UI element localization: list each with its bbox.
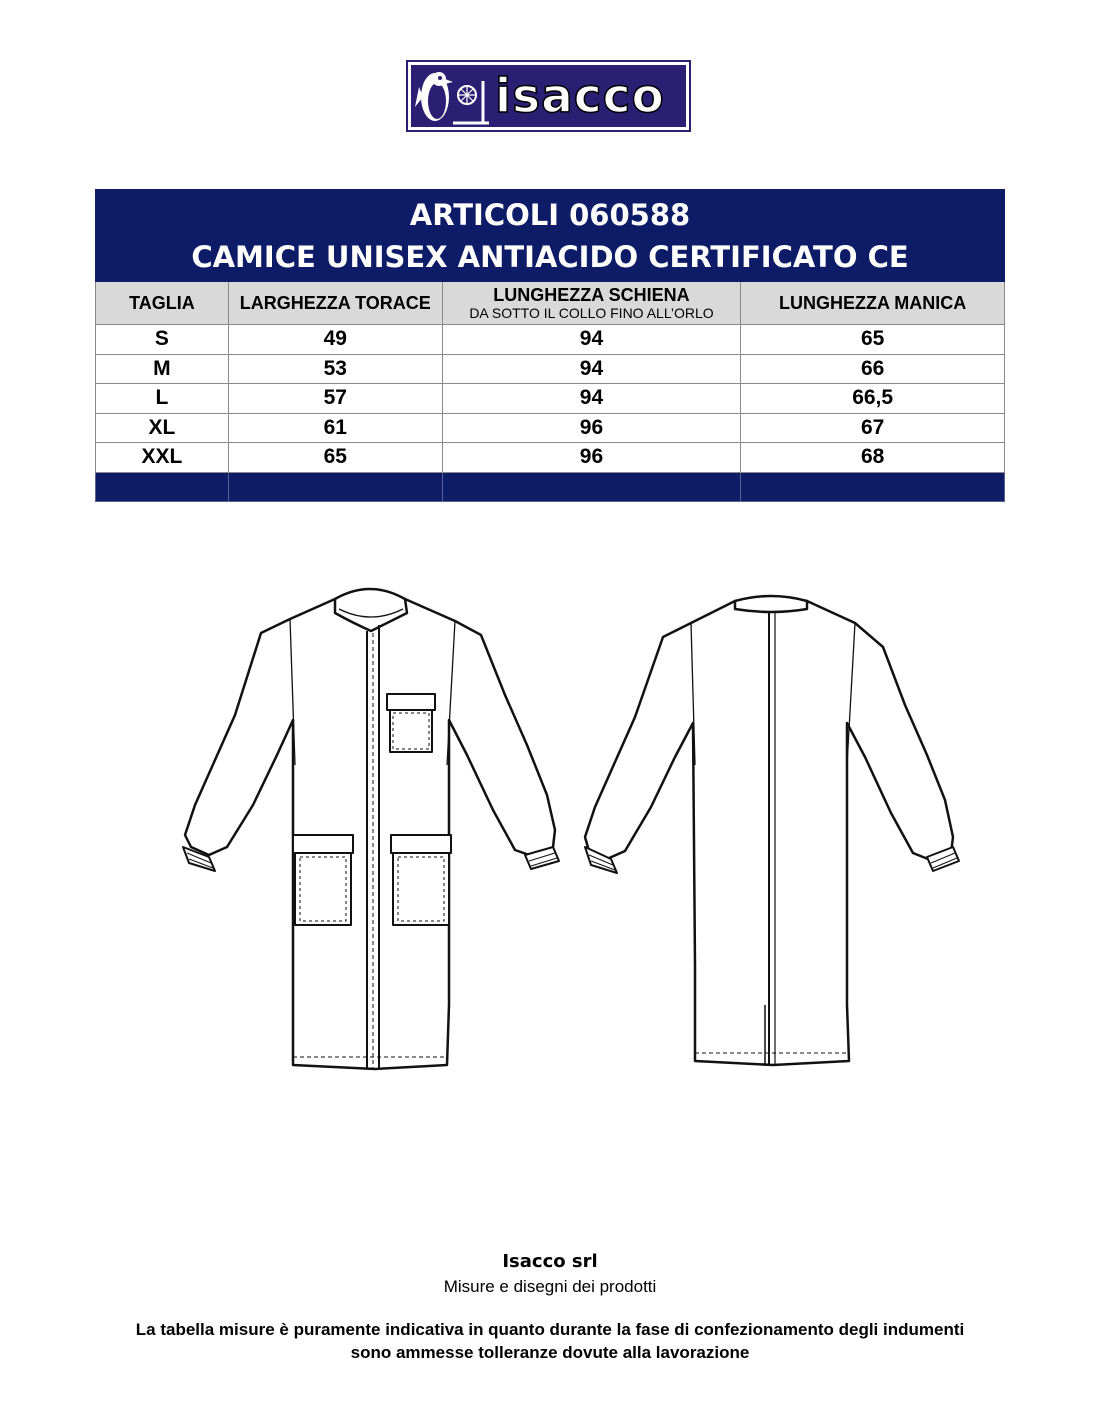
document-subtitle: Misure e disegni dei prodotti [443, 1277, 657, 1296]
garment-technical-drawings [175, 585, 975, 1085]
cell-size: L [96, 384, 229, 414]
logo-background [411, 65, 686, 127]
size-table [95, 189, 1005, 502]
header-lunghezza-schiena: LUNGHEZZA SCHIENA DA SOTTO IL COLLO FINO ALL’ORLO [442, 282, 741, 325]
cell-schiena: 94 [442, 384, 741, 414]
table-row [96, 413, 1005, 443]
penguin-logo-icon [413, 67, 493, 129]
table-row [96, 443, 1005, 473]
disclaimer-line-2: sono ammesse tolleranze dovute alla lavorazione [350, 1343, 750, 1362]
table-header-row [96, 282, 1005, 325]
company-name: Isacco srl [502, 1251, 598, 1272]
cell-manica: 66,5 [741, 384, 1005, 414]
header-lunghezza-manica: LUNGHEZZA MANICA [741, 282, 1005, 325]
table-footer-bar [96, 472, 1005, 501]
cell-schiena: 96 [442, 413, 741, 443]
cell-manica: 65 [741, 325, 1005, 355]
back-view-drawing [585, 596, 959, 1065]
cell-torace: 53 [228, 354, 442, 384]
cell-size: S [96, 325, 229, 355]
isacco-logo [406, 60, 691, 132]
cell-manica: 66 [741, 354, 1005, 384]
cell-schiena: 96 [442, 443, 741, 473]
cell-torace: 57 [228, 384, 442, 414]
cell-schiena: 94 [442, 354, 741, 384]
table-title [96, 190, 1005, 282]
front-view-drawing [183, 589, 559, 1069]
logo-wordmark: isacco [495, 69, 665, 124]
table-row [96, 325, 1005, 355]
header-larghezza-torace: LARGHEZZA TORACE [228, 282, 442, 325]
article-number: ARTICOLI 060588 [409, 198, 691, 232]
cell-size: XL [96, 413, 229, 443]
product-name: CAMICE UNISEX ANTIACIDO CERTIFICATO CE [191, 240, 909, 274]
cell-torace: 49 [228, 325, 442, 355]
cell-size: XXL [96, 443, 229, 473]
cell-size: M [96, 354, 229, 384]
header-lunghezza-schiena-note: DA SOTTO IL COLLO FINO ALL’ORLO [469, 304, 714, 321]
cell-torace: 65 [228, 443, 442, 473]
table-row [96, 384, 1005, 414]
header-taglia: TAGLIA [96, 282, 229, 325]
table-row [96, 354, 1005, 384]
disclaimer-line-1: La tabella misure è puramente indicativa in quanto durante la fase di confezionamento degli indumenti [135, 1320, 965, 1339]
cell-manica: 67 [741, 413, 1005, 443]
size-disclaimer [0, 1318, 1100, 1364]
cell-schiena: 94 [442, 325, 741, 355]
cell-torace: 61 [228, 413, 442, 443]
cell-manica: 68 [741, 443, 1005, 473]
